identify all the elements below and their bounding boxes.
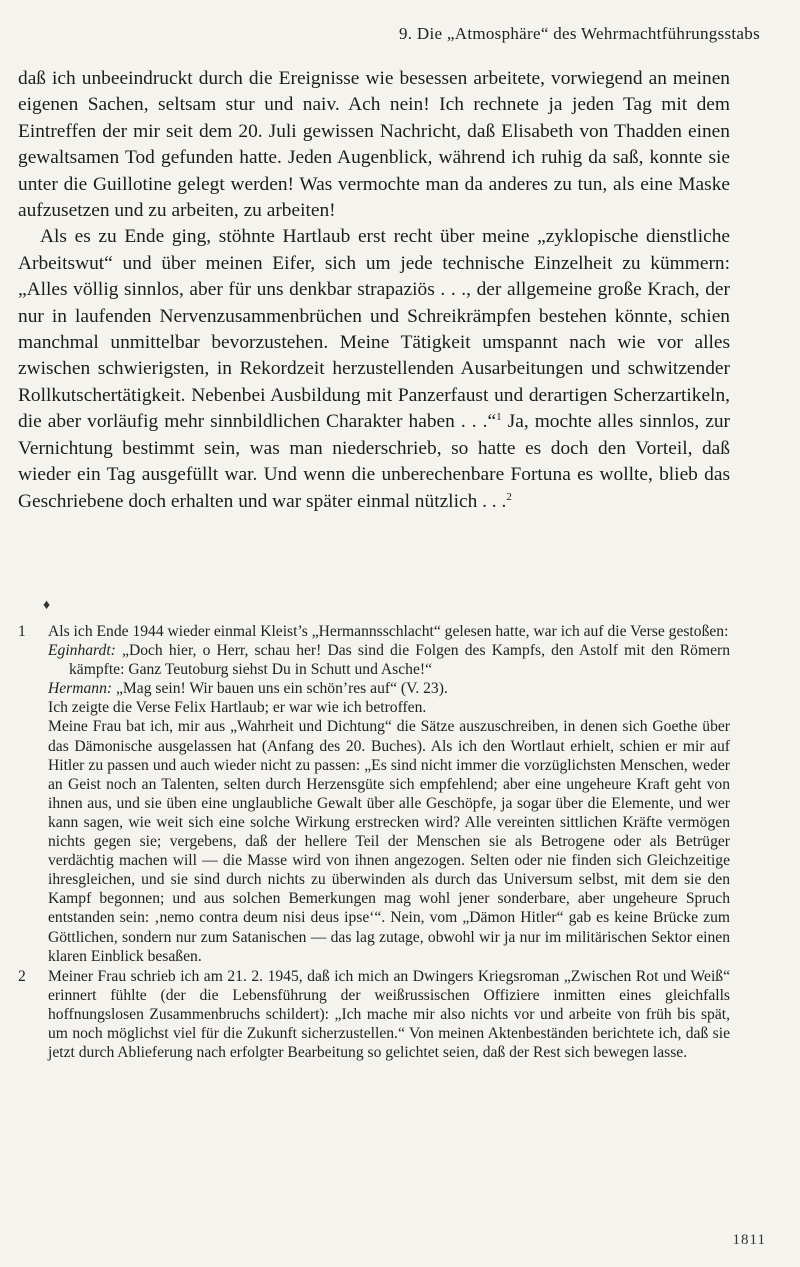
main-text (18, 66, 730, 515)
footnote-2-text: Meiner Frau schrieb ich am 21. 2. 1945, daß ich mich an Dwingers Kriegsroman „Zwischen Rot und Weiß“ erinnert fühlte (der die Lebensführung der weißrussischen Offiziere inmitten eines gleichfalls hoffnungslosen Zusammenbruchs schildert): „Ich mache mir also nichts vor und arbeite von früh bis spät, um noch möglichst viel für die Zukunft sicherzustellen.“ Von meinen Aktenbeständen berichtete ich, daß sie jetzt durch Ablieferung nach erfolgter Bearbeitung so gelichtet seien, daß der Rest sich bewegen lasse. (48, 967, 730, 1062)
footnote-number: 1 (18, 623, 26, 640)
footnote-ref-1: 1 (496, 411, 502, 424)
footnotes (18, 622, 730, 1062)
verse-line-1: „Doch hier, o Herr, schau her! Das sind die Folgen des Kampfs, den Astolf mit den Römern kämpfte: Ganz Teutoburg siehst Du in Schutt und Asche!“ (69, 642, 730, 679)
running-title: 9. Die „Atmosphäre“ des Wehrmachtführungsstabs (399, 24, 760, 43)
speaker-eginhardt: Eginhardt: (48, 642, 116, 660)
footnote-number: 2 (18, 967, 26, 985)
page-number: 1811 (732, 1232, 766, 1248)
footnote-1-goethe: Meine Frau bat ich, mir aus „Wahrheit und Dichtung“ die Sätze auszuschreiben, in denen sich Goethe über das Dämonische ausgelassen hat (Anfang des 20. Buches). Als ich den Wortlaut erhielt, schien er mir auf Hitler zu passen und auch wieder nicht zu passen: „Es sind nicht immer die vorzüglichsten Menschen, weder an Geist noch an Talenten, selten durch Herzensgüte sich empfehlend; aber eine ungeheure Kraft geht von ihnen aus, und sie üben eine unglaubliche Gewalt über alle Geschöpfe, ja sogar über die Elemente, und wer kann sagen, wie weit sich eine solche Wirkung erstrecken wird? Alle vereinten sittlichen Kräfte vermögen nichts gegen sie; vergebens, daß der hellere Teil der Menschen sie als Betrogene oder als Betrüger verdächtig machen will — die Masse wird von ihnen angezogen. Selten oder nie finden sich Gleichzeitige ihresgleichen, und sie sind durch nichts zu überwinden als durch das Universum selbst, mit dem sie den Kampf begonnen; und aus solchen Bemerkungen mag wohl jener sonderbare, aber ungeheure Spruch entstanden sein: ‚nemo contra deum nisi deus ipse‘“. Nein, vom „Dämon Hitler“ gab es keine Brücke zum Göttlichen, sondern nur zum Satanischen — das lag zutage, obwohl wir ja nur im militärischen Sektor einen klaren Einblick besaßen. (48, 718, 730, 965)
paragraph-2-text: Als es zu Ende ging, stöhnte Hartlaub erst recht über meine „zyklopische dienstliche Arbeitswut“ und über meinen Eifer, sich um jede technische Einzelheit zu kümmern: „Alles völlig sinnlos, aber für uns denkbar strapaziös . . ., der allgemeine große Krach, der nur in laufenden Nervenzusammenbrüchen und Schreikrämpfen bestehen könnte, schien manchmal unmittelbar bevorzustehen. Meine Tätigkeit umspannt nach wie vor alles zwischen schwierigsten, in Rekordzeit herzustellenden Ausarbeitungen und schwitzender Rollkutschertätigkeit. Nebenbei Ausbildung mit Panzerfaust und derartigen Scherzartikeln, die aber vorläufig mehr sinnbildlichen Charakter haben . . .“ (18, 226, 730, 433)
paragraph-2-continuation: Ja, mochte alles sinnlos, zur Vernichtung bestimmt sein, was man niederschrieb, so hatte es doch den Vorteil, daß wieder ein Tag ausgefüllt war. Und wenn die unberechenbare Fortuna es wollte, blieb das Geschriebene doch erhalten und war später einmal nützlich . . . (18, 411, 731, 512)
footnote-separator-mark: ♦ (43, 598, 51, 613)
paragraph-1: daß ich unbeeindruckt durch die Ereignisse wie besessen arbeitete, vorwiegend an meinen eigenen Sachen, seltsam stur und naiv. Ach nein! Ich rechnete ja jeden Tag mit dem Eintreffen der mir seit dem 20. Juli gewissen Nachricht, daß Elisabeth von Thadden einen gewaltsamen Tod gefunden hatte. Jeden Augenblick, während ich ruhig da saß, konnte sie unter die Guillotine gelegt werden! Was vermochte man da anderes zu tun, als eine Maske aufzusetzen und zu arbeiten, zu arbeiten! (18, 68, 730, 222)
paragraph-2 (18, 224, 730, 514)
verse-line-2: „Mag sein! Wir bauen uns ein schön’res auf“ (V. 23). (112, 680, 448, 698)
footnote-1-intro: Als ich Ende 1944 wieder einmal Kleist’s „Hermannsschlacht“ gelesen hatte, war ich auf die Verse gestoßen: (48, 623, 729, 640)
verse-eginhardt (48, 641, 730, 679)
speaker-hermann: Hermann: (48, 680, 113, 698)
footnote-2 (18, 967, 730, 1062)
footnote-ref-2: 2 (506, 490, 512, 503)
footnote-1-after: Ich zeigte die Verse Felix Hartlaub; er war wie ich betroffen. (48, 699, 427, 717)
verse-hermann (48, 679, 730, 698)
footnote-1 (18, 622, 730, 966)
